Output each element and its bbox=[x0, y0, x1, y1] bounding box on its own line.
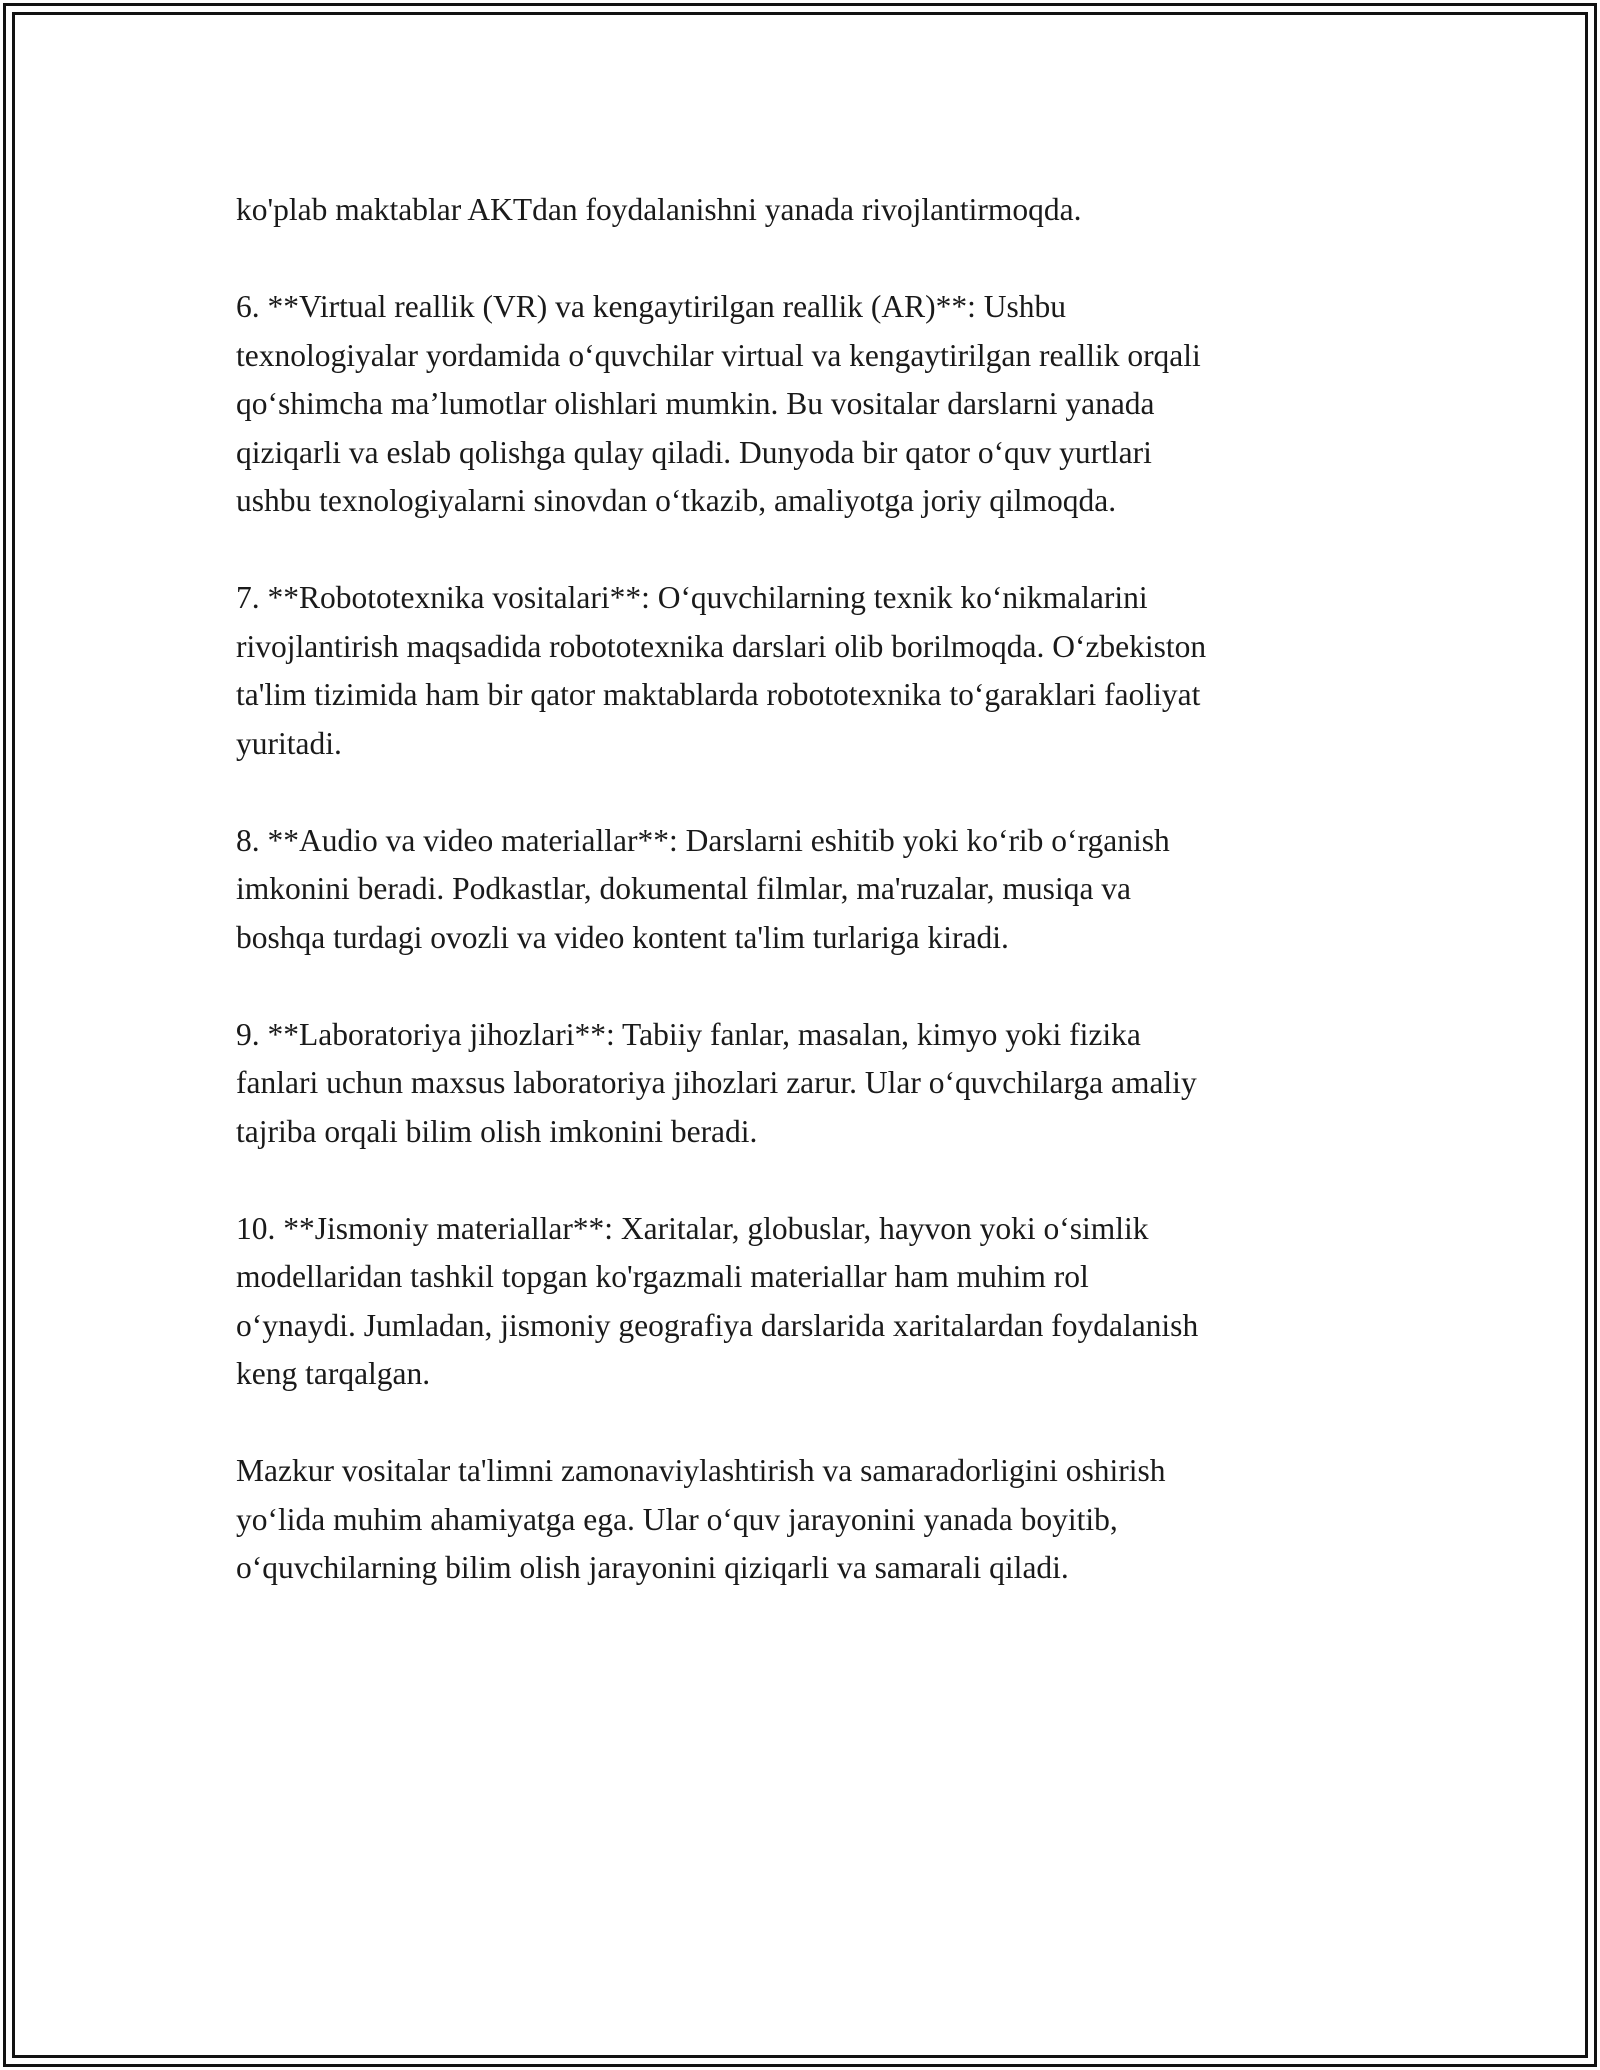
text-line: Mazkur vositalar ta'limni zamonaviylashtirish va samaradorligini oshirish bbox=[236, 1453, 1166, 1488]
text-line: 6. **Virtual reallik (VR) va kengaytirilgan reallik (AR)**: Ushbu bbox=[236, 289, 1067, 324]
text-line: o‘ynaydi. Jumladan, jismoniy geografiya darslarida xaritalardan foydalanish bbox=[236, 1307, 1199, 1343]
text-line: 8. **Audio va video materiallar**: Darslarni eshitib yoki ko‘rib o‘rganish bbox=[236, 822, 1170, 858]
text-line: boshqa turdagi ovozli va video kontent ta'lim turlariga kiradi. bbox=[236, 919, 1009, 955]
text-line: imkonini beradi. Podkastlar, dokumental filmlar, ma'ruzalar, musiqa va bbox=[236, 871, 1132, 906]
text-line: rivojlantirish maqsadida robototexnika darslari olib borilmoqda. O‘zbekiston bbox=[236, 628, 1207, 664]
text-line: qo‘shimcha ma’lumotlar olishlari mumkin. Bu vositalar darslarni yanada bbox=[236, 386, 1155, 421]
text-line: ko'plab maktablar AKTdan foydalanishni yanada rivojlantirmoqda. bbox=[236, 192, 1082, 227]
text-line: 10. **Jismoniy materiallar**: Xaritalar, globuslar, hayvon yoki o‘simlik bbox=[236, 1210, 1149, 1246]
text-line: yuritadi. bbox=[236, 725, 342, 761]
paragraph-item-10-physical-materials bbox=[236, 1205, 1386, 1399]
paragraph-intro-continuation bbox=[236, 186, 1386, 235]
text-line: ushbu texnologiyalarni sinovdan o‘tkazib, amaliyotga joriy qilmoqda. bbox=[236, 483, 1117, 518]
text-line: 7. **Robototexnika vositalari**: O‘quvchilarning texnik ko‘nikmalarini bbox=[236, 580, 1148, 615]
paragraph-item-6-vr-ar bbox=[236, 283, 1386, 526]
paragraph-item-7-robotics bbox=[236, 574, 1386, 768]
text-line: yo‘lida muhim ahamiyatga ega. Ular o‘quv jarayonini yanada boyitib, bbox=[236, 1501, 1118, 1537]
text-line: o‘quvchilarning bilim olish jarayonini qiziqarli va samarali qiladi. bbox=[236, 1550, 1069, 1585]
text-line: 9. **Laboratoriya jihozlari**: Tabiiy fanlar, masalan, kimyo yoki fizika bbox=[236, 1016, 1141, 1052]
text-line: fanlari uchun maxsus laboratoriya jihozlari zarur. Ular o‘quvchilarga amaliy bbox=[236, 1065, 1197, 1100]
paragraph-conclusion bbox=[236, 1447, 1386, 1593]
paragraph-item-8-audio-video bbox=[236, 817, 1386, 963]
text-line: tajriba orqali bilim olish imkonini beradi. bbox=[236, 1113, 758, 1149]
paragraph-item-9-laboratory bbox=[236, 1011, 1386, 1157]
text-line: qiziqarli va eslab qolishga qulay qiladi. Dunyoda bir qator o‘quv yurtlari bbox=[236, 434, 1152, 470]
text-line: texnologiyalar yordamida o‘quvchilar virtual va kengaytirilgan reallik orqali bbox=[236, 337, 1201, 373]
text-line: ta'lim tizimida ham bir qator maktablarda robototexnika to‘garaklari faoliyat bbox=[236, 677, 1201, 712]
text-line: keng tarqalgan. bbox=[236, 1356, 431, 1391]
document-body bbox=[236, 186, 1386, 1641]
text-line: modellaridan tashkil topgan ko'rgazmali materiallar ham muhim rol bbox=[236, 1259, 1089, 1294]
